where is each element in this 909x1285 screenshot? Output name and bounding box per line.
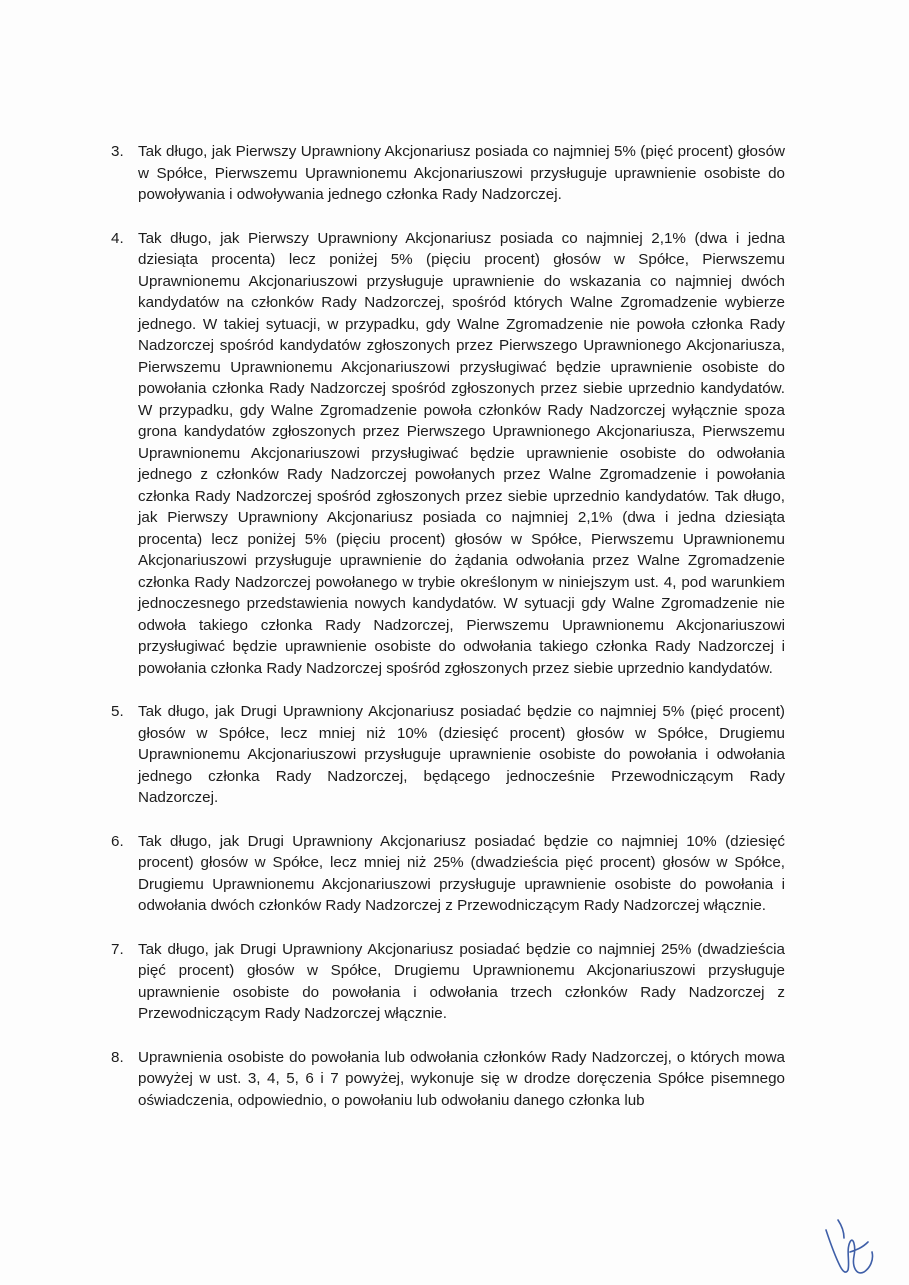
paragraph-item-4: [105, 228, 785, 680]
paragraph-text: Tak długo, jak Drugi Uprawniony Akcjonariusz posiadać będzie co najmniej 25% (dwadzieścia pięć procent) głosów w Spółce, Drugiemu Uprawnionemu Akcjonariuszowi przysługuje uprawnienie osobiste do powołania i odwołania trzech członków Rady Nadzorczej z Przewodniczącym Rady Nadzorczej włącznie.: [138, 940, 785, 1022]
signature-icon: [820, 1212, 880, 1282]
paragraph-item-6: [105, 831, 785, 917]
paragraph-number: 8.: [111, 1048, 124, 1066]
paragraph-item-7: [105, 939, 785, 1025]
paragraph-number: 7.: [111, 940, 124, 958]
paragraph-text: Tak długo, jak Drugi Uprawniony Akcjonariusz posiadać będzie co najmniej 5% (pięć procent) głosów w Spółce, lecz mniej niż 10% (dziesięć procent) głosów w Spółce, Drugiemu Uprawnionemu Akcjonariuszowi przysługuje uprawnienie osobiste do powołania i odwołania jednego członka Rady Nadzorczej, będącego jednocześnie Przewodniczącym Rady Nadzorczej.: [138, 703, 785, 806]
paragraph-text: Tak długo, jak Pierwszy Uprawniony Akcjonariusz posiada co najmniej 5% (pięć procent) głosów w Spółce, Pierwszemu Uprawnionemu Akcjonariuszowi przysługuje uprawnienie osobiste do powoływania i odwoływania jednego członka Rady Nadzorczej.: [138, 143, 785, 203]
paragraph-number: 4.: [111, 229, 124, 247]
paragraph-text: Uprawnienia osobiste do powołania lub odwołania członków Rady Nadzorczej, o których mowa powyżej w ust. 3, 4, 5, 6 i 7 powyżej, wykonuje się w drodze doręczenia Spółce pisemnego oświadczenia, odpowiednio, o powołaniu lub odwołaniu danego członka lub: [138, 1048, 785, 1109]
paragraph-text: Tak długo, jak Pierwszy Uprawniony Akcjonariusz posiada co najmniej 2,1% (dwa i jedna dziesiąta procenta) lecz poniżej 5% (pięciu procent) głosów w Spółce, Pierwszemu Uprawnionemu Akcjonariuszowi przysługuje uprawnienie do wskazania co najmniej dwóch kandydatów na członków Rady Nadzorczej, spośród których Walne Zgromadzenie wybierze jednego. W takiej sytuacji, w przypadku, gdy Walne Zgromadzenie nie powoła członka Rady Nadzorczej spośród kandydatów zgłoszonych przez Pierwszego Uprawnionego Akcjonariusza, Pierwszemu Uprawnionemu Akcjonariuszowi przysługiwać będzie uprawnienie osobiste do powołania członka Rady Nadzorczej spośród zgłoszonych przez siebie uprzednio kandydatów. W przypadku, gdy Walne Zgromadzenie powoła członków Rady Nadzorczej wyłącznie spoza grona kandydatów zgłoszonych przez Pierwszego Uprawnionego Akcjonariusza, Pierwszemu Uprawnionemu Akcjonariuszowi przysługiwać będzie uprawnienie osobiste do odwołania jednego z członków Rady Nadzorczej powołanych przez Walne Zgromadzenie i powołania członka Rady Nadzorczej spośród zgłoszonych przez siebie uprzednio kandydatów. Tak długo, jak Pierwszy Uprawniony Akcjonariusz posiada co najmniej 2,1% (dwa i jedna dziesiąta procenta) lecz poniżej 5% (pięciu procent) głosów w Spółce, Pierwszemu Uprawnionemu Akcjonariuszowi przysługuje uprawnienie do żądania odwołania przez Walne Zgromadzenie członka Rady Nadzorczej powołanego w trybie określonym w niniejszym ust. 4, pod warunkiem jednoczesnego przedstawienia nowych kandydatów. W sytuacji gdy Walne Zgromadzenie nie odwoła takiego członka Rady Nadzorczej, Pierwszemu Uprawnionemu Akcjonariuszowi przysługiwać będzie uprawnienie osobiste do odwołania takiego członka Rady Nadzorczej i powołania członka Rady Nadzorczej spośród zgłoszonych przez siebie uprzednio kandydatów.: [138, 229, 785, 677]
paragraph-text: Tak długo, jak Drugi Uprawniony Akcjonariusz posiadać będzie co najmniej 10% (dziesięć procent) głosów w Spółce, lecz mniej niż 25% (dwadzieścia pięć procent) głosów w Spółce, Drugiemu Uprawnionemu Akcjonariuszowi przysługuje uprawnienie osobiste do powołania i odwołania dwóch członków Rady Nadzorczej z Przewodniczącym Rady Nadzorczej włącznie.: [138, 832, 785, 914]
paragraph-item-3: [105, 141, 785, 206]
signature-stroke: [826, 1220, 873, 1273]
paragraph-item-8: [105, 1047, 785, 1112]
paragraph-item-5: [105, 701, 785, 809]
numbered-paragraph-list: [105, 141, 785, 1133]
paragraph-number: 5.: [111, 703, 124, 720]
paragraph-number: 3.: [111, 143, 124, 160]
paragraph-number: 6.: [111, 832, 124, 850]
